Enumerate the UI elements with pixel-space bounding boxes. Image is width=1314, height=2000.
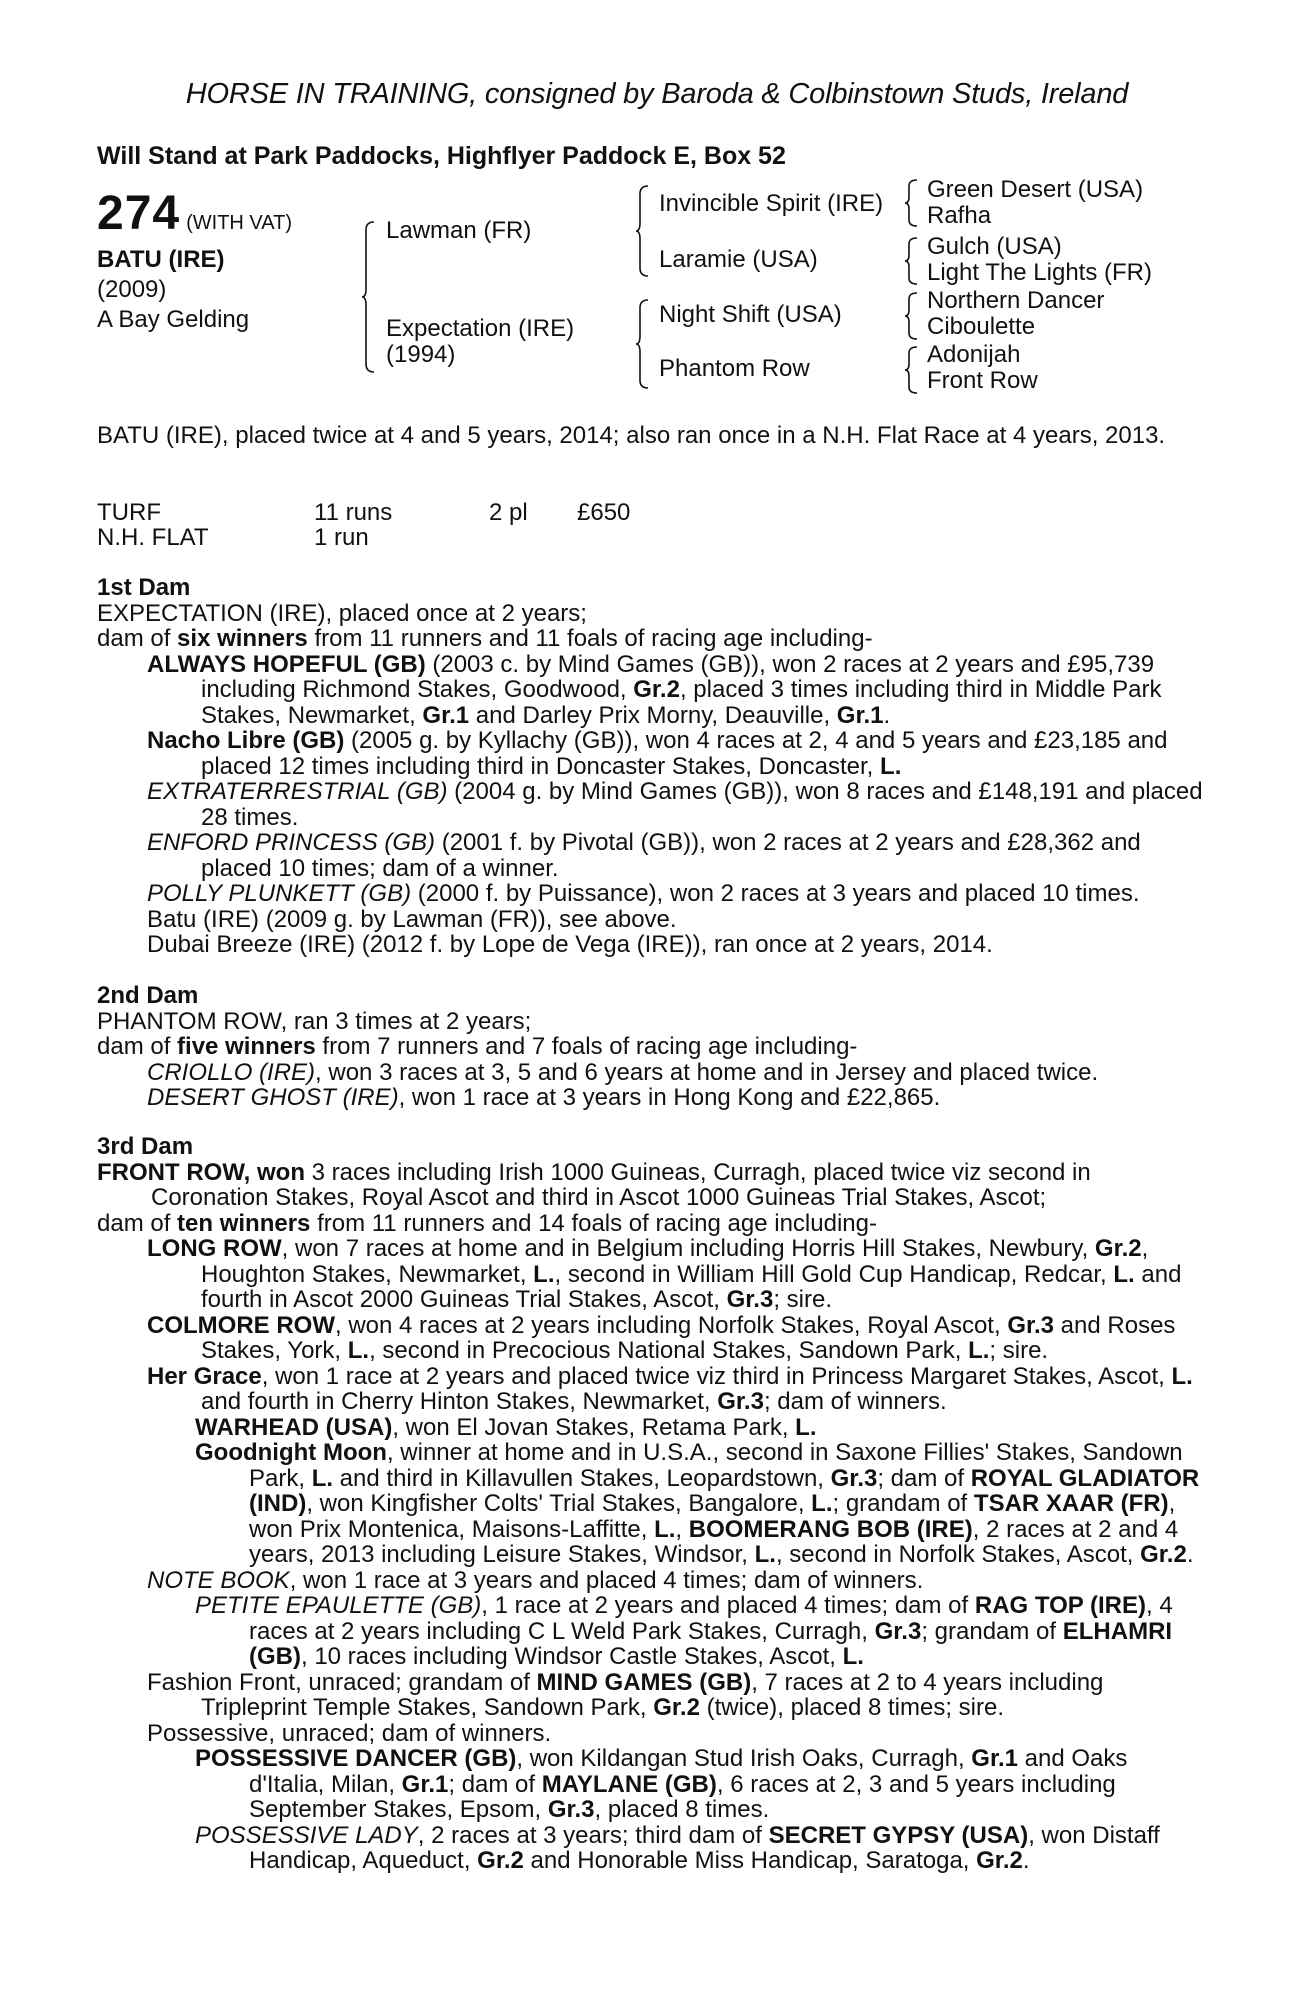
dam-intro: EXPECTATION (IRE), placed once at 2 years;	[97, 599, 587, 627]
produce-entry: COLMORE ROW, won 4 races at 2 years including Norfolk Stakes, Royal Ascot, Gr.3 and Roses Stakes, York, L., second in Precocious National Stakes, Sandown Park, L.; sire.	[147, 1311, 1176, 1364]
dam-produce: dam of ten winners from 11 runners and 14 foals of racing age including-	[97, 1209, 877, 1237]
first-dam-section	[97, 575, 1204, 958]
brace-sire	[636, 186, 650, 276]
sire-dam: Laramie (USA)	[659, 246, 818, 273]
horse-description: A Bay Gelding	[97, 306, 250, 333]
brace-dd	[905, 347, 919, 393]
dam-intro: FRONT ROW, won 3 races including Irish 1000 Guineas, Curragh, placed twice viz second in Coronation Stakes, Royal Ascot and third in Ascot 1000 Guineas Trial Stakes, Ascot;	[97, 1158, 1091, 1211]
produce-entry: Fashion Front, unraced; grandam of MIND GAMES (GB), 7 races at 2 to 4 years including Tripleprint Temple Stakes, Sandown Park, Gr.2 (twice), placed 8 times; sire.	[147, 1668, 1104, 1721]
produce-entry: CRIOLLO (IRE), won 3 races at 3, 5 and 6 years at home and in Jersey and placed twice.	[147, 1058, 1099, 1086]
record-runs: 1 run	[314, 524, 369, 551]
dam: Expectation (IRE)	[386, 315, 575, 342]
sire-dam-dam: Light The Lights (FR)	[927, 259, 1152, 286]
record-placed: 2 pl	[489, 499, 528, 526]
record-type: TURF	[97, 499, 161, 526]
brace-ss	[905, 180, 919, 226]
dam-produce: dam of six winners from 11 runners and 11 foals of racing age including-	[97, 625, 873, 652]
horse-year: (2009)	[97, 276, 167, 303]
sire-sire: Invincible Spirit (IRE)	[659, 190, 884, 217]
dam-produce: dam of five winners from 7 runners and 7 foals of racing age including-	[97, 1033, 858, 1060]
produce-entry: POSSESSIVE DANCER (GB), won Kildangan Stud Irish Oaks, Curragh, Gr.1 and Oaks d'Italia, Milan, Gr.1; dam of MAYLANE (GB), 6 races at 2, 3 and 5 years including September Stakes, Epsom, Gr.3, placed 8 times.	[195, 1745, 1128, 1823]
consignor-header: HORSE IN TRAINING, consigned by Baroda & Colbinstown Studs, Ireland	[185, 78, 1129, 110]
vat-note: (WITH VAT)	[186, 212, 292, 234]
dam-sire-dam: Ciboulette	[927, 313, 1036, 340]
brace-sd	[905, 238, 919, 284]
produce-entry: DESERT GHOST (IRE), won 1 race at 3 years in Hong Kong and £22,865.	[147, 1084, 941, 1111]
stand-location: Will Stand at Park Paddocks, Highflyer Paddock E, Box 52	[97, 142, 786, 170]
dam-intro: PHANTOM ROW, ran 3 times at 2 years;	[97, 1007, 532, 1035]
lot-number: 274	[97, 187, 181, 240]
record-prize: £650	[577, 499, 631, 526]
sire-sire-dam: Rafha	[927, 202, 992, 229]
produce-entry: Nacho Libre (GB) (2005 g. by Kyllachy (GB)), won 4 races at 2, 4 and 5 years and £23,185 and placed 12 times including third in Doncaster Stakes, Doncaster, L.	[147, 727, 1168, 780]
produce-entry: LONG ROW, won 7 races at home and in Belgium including Horris Hill Stakes, Newbury, Gr.2, Houghton Stakes, Newmarket, L., second in William Hill Gold Cup Handicap, Redcar, L. and fourth in Ascot 2000 Guineas Trial Stakes, Ascot, Gr.3; sire.	[147, 1235, 1182, 1313]
produce-entry: Goodnight Moon, winner at home and in U.S.A., second in Saxone Fillies' Stakes, Sandown Park, L. and third in Killavullen Stakes, Leopardstown, Gr.3; dam of ROYAL GLADIATOR (IND), won Kingfisher Colts' Trial Stakes, Bangalore, L.; grandam of TSAR XAAR (FR), won Prix Montenica, Maisons-Laffitte, L., BOOMERANG BOB (IRE), 2 races at 2 and 4 years, 2013 including Leisure Stakes, Windsor, L., second in Norfolk Stakes, Ascot, Gr.2.	[195, 1439, 1200, 1568]
dam-sire-sire: Northern Dancer	[927, 287, 1105, 314]
sire: Lawman (FR)	[386, 217, 532, 244]
horse-name: BATU (IRE)	[97, 246, 225, 273]
produce-entry: ENFORD PRINCESS (GB) (2001 f. by Pivotal (GB)), won 2 races at 2 years and £28,362 and placed 10 times; dam of a winner.	[147, 829, 1141, 882]
section-heading: 3rd Dam	[97, 1133, 194, 1160]
produce-entry: NOTE BOOK, won 1 race at 3 years and placed 4 times; dam of winners.	[147, 1566, 924, 1594]
produce-entry: PETITE EPAULETTE (GB), 1 race at 2 years and placed 4 times; dam of RAG TOP (IRE), 4 races at 2 years including C L Weld Park Stakes, Curragh, Gr.3; grandam of ELHAMRI (GB), 10 races including Windsor Castle Stakes, Ascot, L.	[195, 1592, 1173, 1670]
sire-dam-sire: Gulch (USA)	[927, 233, 1062, 260]
produce-entry: ALWAYS HOPEFUL (GB) (2003 c. by Mind Games (GB)), won 2 races at 2 years and £95,739 including Richmond Stakes, Goodwood, Gr.2, placed 3 times including third in Middle Park Stakes, Newmarket, Gr.1 and Darley Prix Morny, Deauville, Gr.1.	[147, 650, 1162, 729]
record-runs: 11 runs	[314, 499, 393, 526]
produce-entry: EXTRATERRESTRIAL (GB) (2004 g. by Mind Games (GB)), won 8 races and £148,191 and placed 28 times.	[147, 778, 1203, 831]
dam-year: (1994)	[386, 341, 456, 368]
lot-number-block	[97, 186, 292, 241]
dam-dam-dam: Front Row	[927, 367, 1038, 394]
brace-ds	[905, 293, 919, 339]
section-heading: 2nd Dam	[97, 982, 199, 1009]
dam-sire: Night Shift (USA)	[659, 301, 842, 328]
dam-dam: Phantom Row	[659, 355, 810, 382]
dam-dam-sire: Adonijah	[927, 341, 1021, 368]
record-type: N.H. FLAT	[97, 524, 209, 551]
produce-entry: Possessive, unraced; dam of winners.	[147, 1719, 552, 1747]
brace-dam	[636, 300, 650, 388]
horse-info	[97, 245, 249, 335]
produce-entry: Dubai Breeze (IRE) (2012 f. by Lope de Vega (IRE)), ran once at 2 years, 2014.	[147, 931, 993, 958]
produce-entry: Batu (IRE) (2009 g. by Lawman (FR)), see above.	[147, 905, 677, 933]
produce-entry: WARHEAD (USA), won El Jovan Stakes, Retama Park, L.	[195, 1413, 817, 1441]
section-heading: 1st Dam	[97, 574, 191, 601]
brace-main	[362, 222, 376, 372]
sire-sire-sire: Green Desert (USA)	[927, 176, 1144, 203]
produce-entry: POSSESSIVE LADY, 2 races at 3 years; third dam of SECRET GYPSY (USA), won Distaff Handicap, Aqueduct, Gr.2 and Honorable Miss Handicap, Saratoga, Gr.2.	[195, 1821, 1160, 1874]
produce-entry: Her Grace, won 1 race at 2 years and placed twice viz third in Princess Margaret Stakes, Ascot, L. and fourth in Cherry Hinton Stakes, Newmarket, Gr.3; dam of winners.	[147, 1362, 1193, 1415]
second-dam-section	[97, 983, 1204, 1111]
produce-entry: POLLY PLUNKETT (GB) (2000 f. by Puissance), won 2 races at 3 years and placed 10 times.	[147, 880, 1140, 907]
race-summary: BATU (IRE), placed twice at 4 and 5 years, 2014; also ran once in a N.H. Flat Race at 4 years, 2013.	[97, 422, 1166, 449]
third-dam-section	[97, 1134, 1204, 1874]
